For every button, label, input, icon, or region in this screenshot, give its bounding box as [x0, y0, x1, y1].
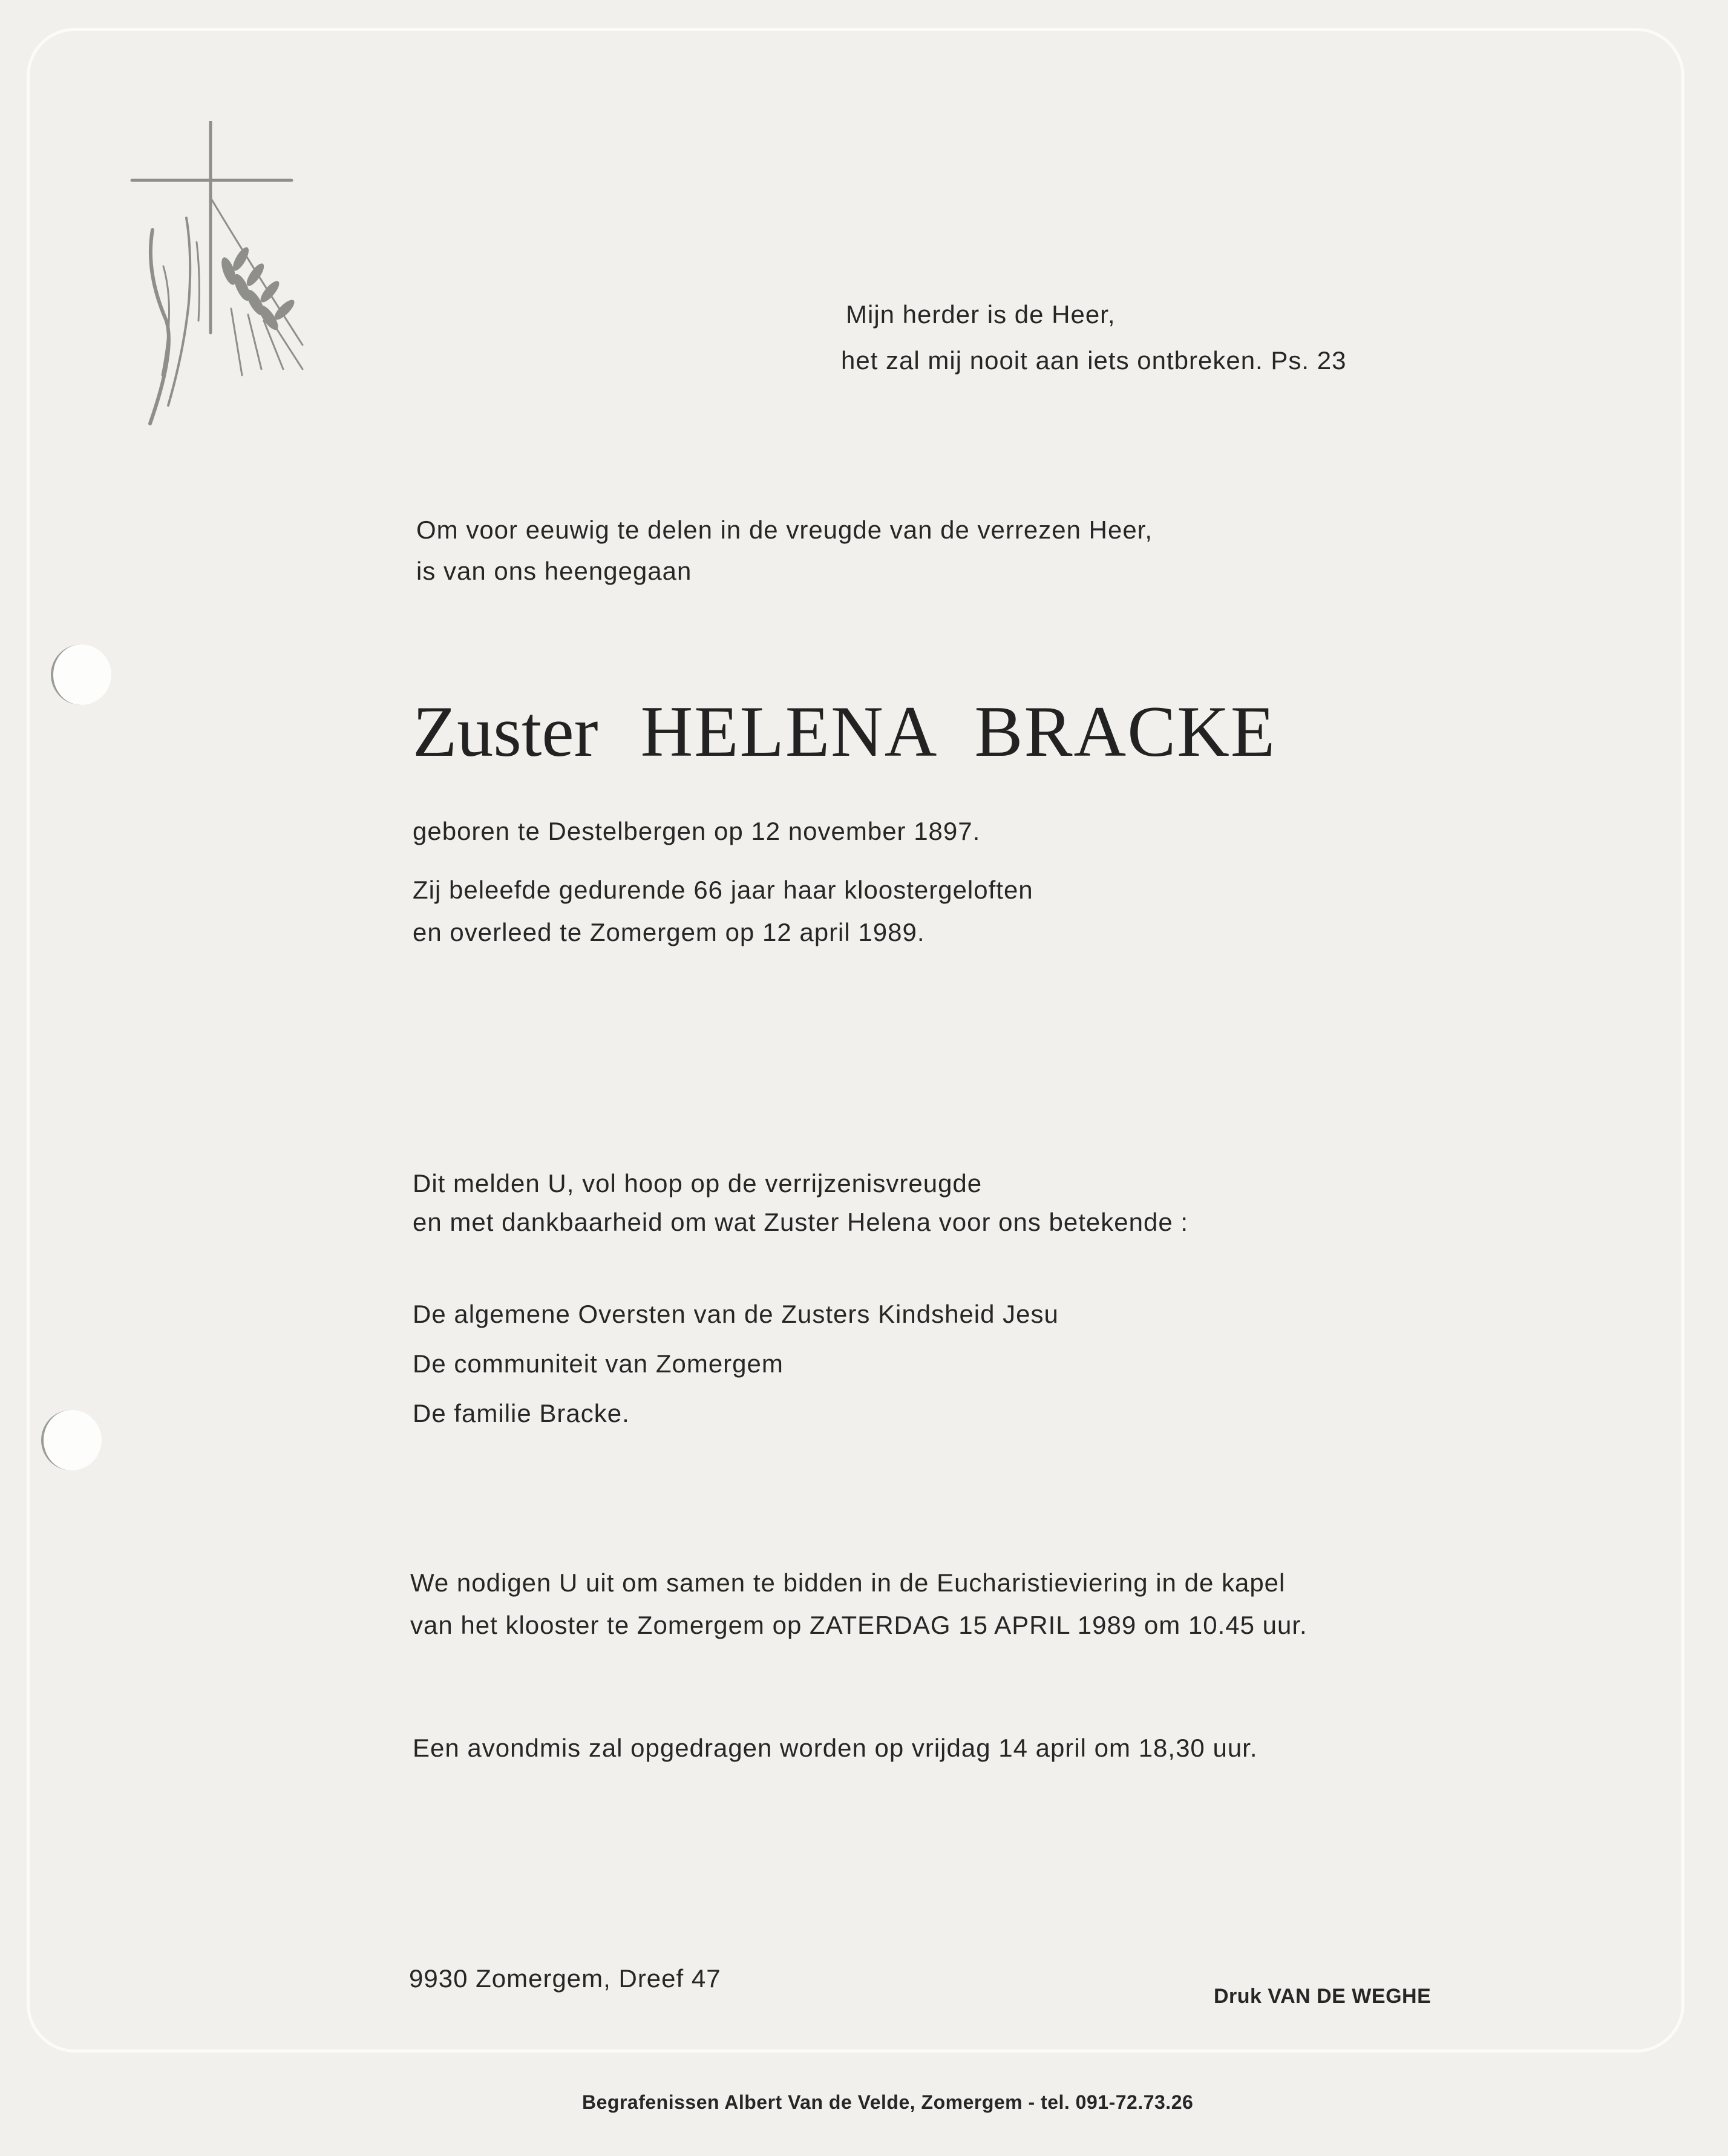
punch-hole-bottom: [41, 1410, 102, 1470]
address: 9930 Zomergem, Dreef 47: [409, 1964, 721, 1993]
invitation-line-1: We nodigen U uit om samen te bidden in de Eucharistieviering in de kapel: [410, 1568, 1286, 1597]
signer-superiors: De algemene Oversten van de Zusters Kindsheid Jesu: [413, 1300, 1059, 1328]
signer-community: De communiteit van Zomergem: [413, 1349, 784, 1378]
birth-details: geboren te Destelbergen op 12 november 1897.: [413, 817, 981, 845]
deceased-title: Zuster: [413, 691, 598, 772]
undertaker-credit: Begrafenissen Albert Van de Velde, Zomergem - tel. 091-72.73.26: [582, 2091, 1194, 2113]
cross-wheat-emblem-icon: [121, 121, 327, 436]
invitation-line-2: van het klooster te Zomergem op ZATERDAG 15 APRIL 1989 om 10.45 uur.: [410, 1611, 1307, 1639]
announcement-line-1: Dit melden U, vol hoop op de verrijzenisvreugde: [413, 1169, 983, 1198]
psalm-line-2: het zal mij nooit aan iets ontbreken. Ps. 23: [841, 346, 1347, 375]
deceased-first-name: HELENA: [640, 691, 938, 772]
intro-line-1: Om voor eeuwig te delen in de vreugde van de verrezen Heer,: [416, 516, 1153, 544]
intro-line-2: is van ons heengegaan: [416, 557, 692, 585]
death-details: en overleed te Zomergem op 12 april 1989.: [413, 918, 925, 946]
announcement-line-2: en met dankbaarheid om wat Zuster Helena voor ons betekende :: [413, 1208, 1189, 1236]
punch-hole-top: [51, 644, 111, 705]
printer-credit: Druk VAN DE WEGHE: [1214, 1985, 1432, 2008]
vows-details: Zij beleefde gedurende 66 jaar haar kloostergeloften: [413, 876, 1033, 904]
psalm-line-1: Mijn herder is de Heer,: [846, 300, 1116, 329]
evening-mass-notice: Een avondmis zal opgedragen worden op vrijdag 14 april om 18,30 uur.: [413, 1734, 1258, 1762]
deceased-last-name: BRACKE: [974, 691, 1277, 772]
deceased-name: [413, 690, 1276, 773]
signer-family: De familie Bracke.: [413, 1399, 630, 1427]
